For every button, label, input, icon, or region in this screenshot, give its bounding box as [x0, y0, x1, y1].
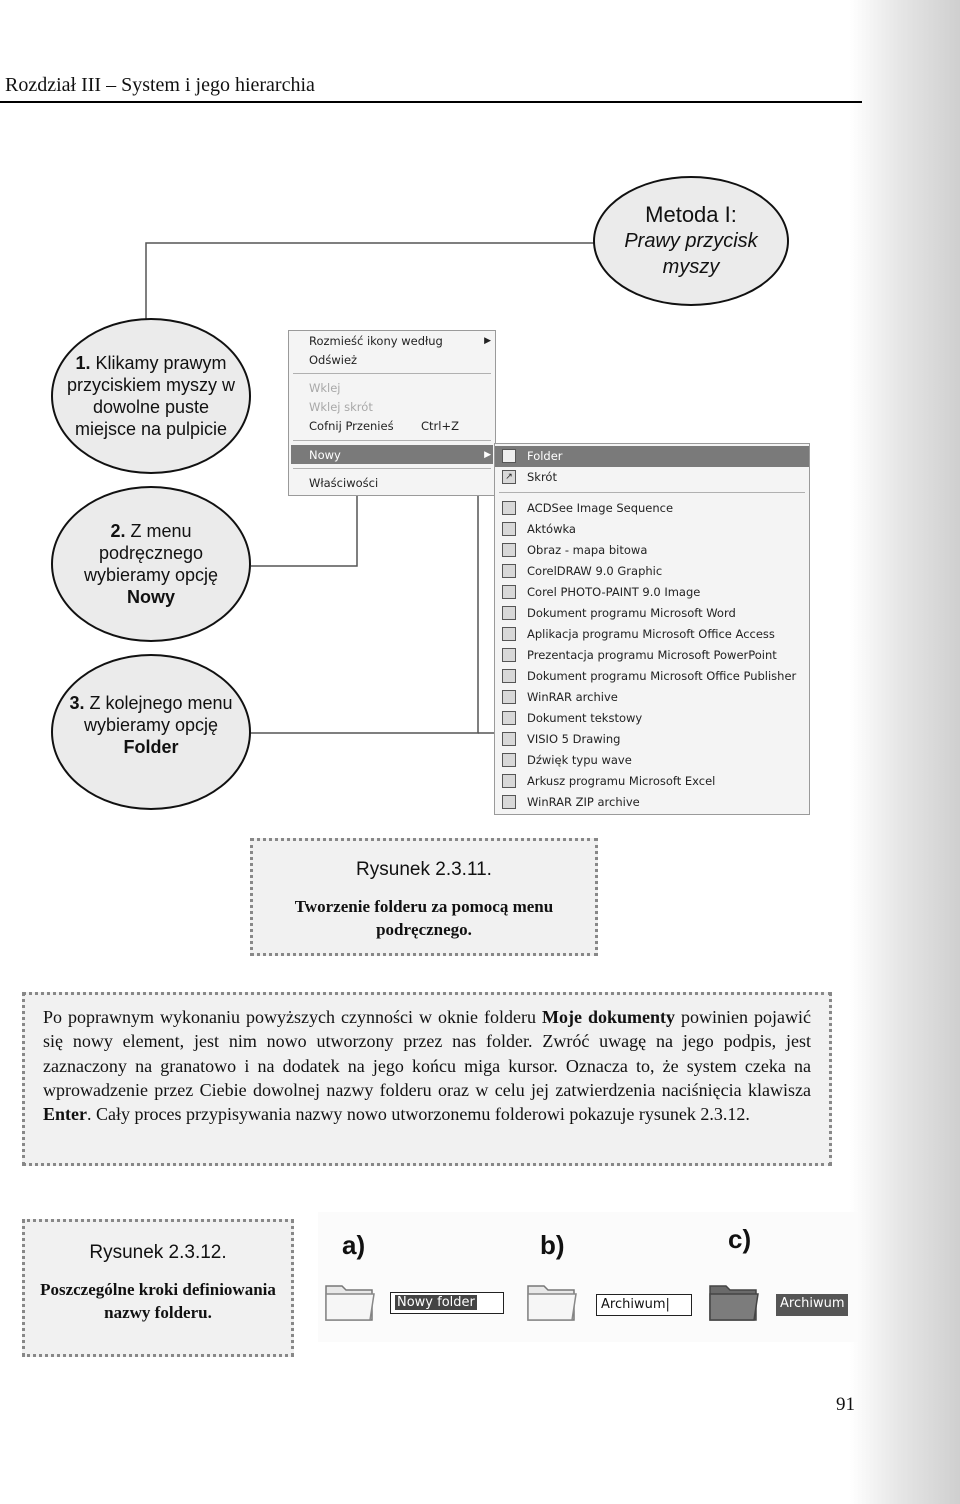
connector-step3-to-folder: [246, 456, 503, 733]
figure-caption-2-3-12: [22, 1219, 294, 1357]
access-icon: [502, 627, 516, 641]
text-cursor: |: [665, 1297, 670, 1312]
zip-icon: [502, 795, 516, 809]
typed-folder-name: Archiwum: [601, 1297, 666, 1312]
menu-item-refresh[interactable]: [309, 351, 493, 369]
submenu-item-label: Aplikacja programu Microsoft Office Access: [527, 627, 775, 641]
menu-item-shortcut: Ctrl+Z: [421, 419, 459, 433]
menu-item-label: Właściwości: [309, 476, 379, 490]
step3-text: Z kolejnego menu wybieramy opcję: [83, 693, 233, 735]
menu-item-paste-shortcut: [309, 398, 493, 416]
folder-name-field-a[interactable]: [390, 1292, 504, 1314]
submenu-item-label: Arkusz programu Microsoft Excel: [527, 774, 716, 788]
menu-item-label: Cofnij Przenieś: [309, 419, 394, 433]
paragraph-text-2: powinien pojawić się nowy element, jest nim nowo utworzony przez nas folder. Zwróć uwagę na jego podpis, jest zaznaczony na granatowo i na dodatek na jego końcu miga kursor. Oznacza to, że system czeka na wprowadzenie przez Ciebie dowolnej nazwy folderu oraz w celu jej zatwierdzenia naciśnięcia klawisza: [43, 1007, 811, 1100]
step2-text: Z menu podręcznego wybieramy opcję: [83, 521, 219, 585]
menu-item-label: Nowy: [309, 448, 341, 462]
menu-item-arrange-icons[interactable]: [309, 332, 493, 350]
photopaint-icon: [502, 585, 516, 599]
publisher-icon: [502, 669, 516, 683]
method-title: Metoda I:: [645, 202, 737, 227]
menu-item-label: Wklej: [309, 381, 341, 395]
menu-item-undo-move[interactable]: [309, 417, 493, 435]
submenu-item-label: Folder: [527, 449, 563, 463]
info-paragraph: [22, 992, 832, 1166]
method-callout: [593, 176, 789, 306]
submenu-item[interactable]: [495, 561, 809, 582]
submenu-item-label: CorelDRAW 9.0 Graphic: [527, 564, 663, 578]
winrar-icon: [502, 690, 516, 704]
folder-name-field-b[interactable]: [596, 1294, 692, 1316]
step2-option: Nowy: [126, 587, 175, 607]
step2-callout: [51, 486, 251, 642]
submenu-item-label: ACDSee Image Sequence: [527, 501, 674, 515]
step1-number: 1.: [75, 353, 91, 373]
submenu-item[interactable]: [495, 624, 809, 645]
figure-number: Rysunek 2.3.11.: [356, 859, 492, 880]
submenu-item[interactable]: [495, 729, 809, 750]
wave-icon: [502, 753, 516, 767]
paragraph-bold-key: Enter: [43, 1104, 87, 1125]
submenu-separator: [499, 492, 805, 493]
submenu-item-label: WinRAR archive: [527, 690, 618, 704]
chapter-header: Rozdział III – System i jego hierarchia: [5, 74, 315, 96]
acdsee-icon: [502, 501, 516, 515]
bitmap-icon: [502, 543, 516, 557]
submenu-item-label: Corel PHOTO-PAINT 9.0 Image: [527, 585, 701, 599]
submenu-item[interactable]: [495, 498, 809, 519]
submenu-item-label: Skrót: [527, 470, 557, 484]
powerpoint-icon: [502, 648, 516, 662]
submenu-item[interactable]: [495, 645, 809, 666]
submenu-item[interactable]: [495, 750, 809, 771]
submenu-item-label: Dokument programu Microsoft Word: [527, 606, 736, 620]
paragraph-text-1: Po poprawnym wykonaniu powyższych czynności w oknie folderu: [43, 1007, 542, 1027]
submenu-item[interactable]: [495, 540, 809, 561]
step-b-label: b): [540, 1230, 565, 1260]
figure-caption-text: Tworzenie folderu za pomocą menu podręcznego.: [294, 897, 554, 939]
menu-item-paste: [309, 379, 493, 397]
visio-icon: [502, 732, 516, 746]
submenu-item[interactable]: [495, 792, 809, 813]
submenu-item-label: WinRAR ZIP archive: [527, 795, 640, 809]
menu-item-label: Rozmieść ikony według: [309, 334, 443, 348]
menu-separator: [293, 468, 491, 469]
folder-icon: [526, 1278, 578, 1322]
paragraph-bold-folder: Moje dokumenty: [541, 1007, 675, 1027]
menu-item-new[interactable]: [309, 446, 493, 464]
figure-caption-2-3-11: [250, 838, 598, 956]
submenu-item-label: Dokument tekstowy: [527, 711, 643, 725]
step2-number: 2.: [110, 521, 126, 541]
folder-icon: [324, 1278, 376, 1322]
step-a-label: a): [342, 1230, 366, 1260]
method-subtitle: Prawy przycisk myszy: [624, 230, 758, 278]
step3-number: 3.: [69, 693, 85, 713]
submenu-item[interactable]: [495, 687, 809, 708]
submenu-item[interactable]: [495, 582, 809, 603]
submenu-item-label: VISIO 5 Drawing: [527, 732, 621, 746]
submenu-arrow-icon: ▶: [484, 450, 491, 460]
folder-naming-steps: [318, 1212, 858, 1342]
submenu-item-label: Prezentacja programu Microsoft PowerPoint: [527, 648, 777, 662]
submenu-item[interactable]: [495, 771, 809, 792]
submenu-item-label: Dźwięk typu wave: [527, 753, 632, 767]
step1-text: Klikamy prawym przyciskiem myszy w dowolne puste miejsce na pulpicie: [67, 353, 236, 439]
submenu-item[interactable]: [495, 666, 809, 687]
submenu-item-label: Aktówka: [527, 522, 576, 536]
connector-method-to-step1: [146, 243, 594, 330]
shortcut-icon: ↗: [502, 470, 516, 484]
submenu-item-label: Dokument programu Microsoft Office Publisher: [527, 669, 797, 683]
menu-item-label: Odśwież: [309, 353, 358, 367]
submenu-item[interactable]: [495, 603, 809, 624]
coreldraw-icon: [502, 564, 516, 578]
menu-item-properties[interactable]: [309, 474, 493, 492]
submenu-item-folder[interactable]: [495, 446, 809, 467]
page-number: 91: [836, 1394, 855, 1415]
desktop-context-menu: [288, 330, 496, 496]
step3-option: Folder: [123, 737, 179, 757]
new-submenu: [494, 443, 810, 815]
step-c-label: c): [728, 1224, 752, 1254]
step1-callout: [51, 318, 251, 474]
folder-name-final[interactable]: Archiwum: [776, 1294, 848, 1316]
briefcase-icon: [502, 522, 516, 536]
excel-icon: [502, 774, 516, 788]
submenu-arrow-icon: ▶: [484, 336, 491, 346]
word-icon: [502, 606, 516, 620]
submenu-item-shortcut[interactable]: [495, 467, 809, 488]
text-document-icon: [502, 711, 516, 725]
menu-separator: [293, 373, 491, 374]
figure-caption-text: Poszczególne kroki definiowania nazwy folderu.: [40, 1280, 276, 1322]
figure-number: Rysunek 2.3.12.: [89, 1242, 227, 1263]
menu-item-label: Wklej skrót: [309, 400, 373, 414]
selected-folder-name: Nowy folder: [397, 1295, 475, 1310]
submenu-item-label: Obraz - mapa bitowa: [527, 543, 648, 557]
submenu-item[interactable]: [495, 519, 809, 540]
folder-icon: [708, 1278, 760, 1322]
paragraph-text-3: . Cały proces przypisywania nazwy nowo utworzonemu folderowi pokazuje rysunek 2.3.12.: [87, 1104, 750, 1125]
step3-callout: [51, 654, 251, 810]
menu-separator: [293, 440, 491, 441]
submenu-item[interactable]: [495, 708, 809, 729]
folder-icon: [502, 449, 516, 463]
